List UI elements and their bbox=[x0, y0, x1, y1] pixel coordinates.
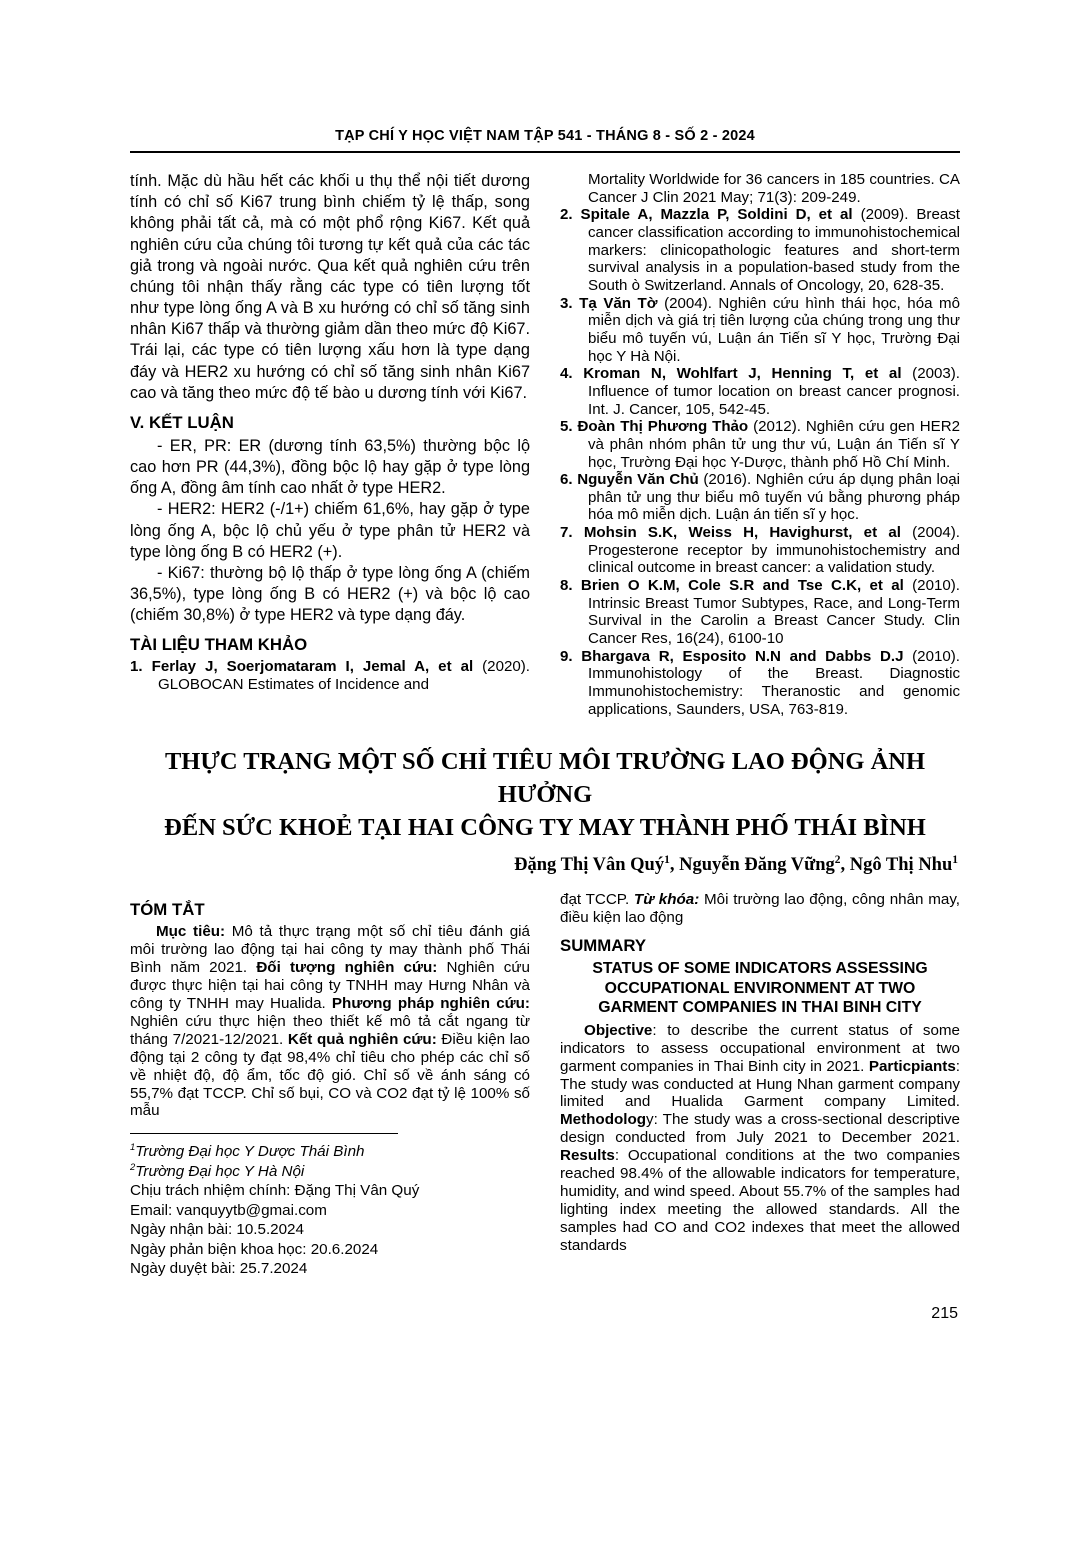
reference-number: 9. bbox=[560, 647, 573, 665]
reference-text: (2009). Breast cancer classification according to immunohistochemical markers: clinicopathologic features and short-term survival analysis in a population-based study from the South ò Switzerland. Annals of Oncology, 20, 628-35. bbox=[588, 206, 960, 294]
conclusion-paragraph: - Ki67: thường bộ lộ thấp ở type lòng ống A (chiếm 36,5%), type lòng ống B có HER2 (+) và bộc lộ cao (chiếm 30,8%) ở type HER2 và type dạng đáy. bbox=[130, 563, 530, 625]
affiliation-1: $^1$Trường Đại học Y Dược Thái Bình bbox=[130, 1141, 365, 1161]
accepted-date: Ngày duyệt bài: 25.7.2024 bbox=[130, 1260, 308, 1278]
reference-authors: Tạ Văn Tờ bbox=[579, 294, 658, 312]
abstract-paragraph: Mục tiêu: Mô tả thực trạng một số chỉ tiêu đánh giá môi trường lao động tại hai công ty may thành phố Thái Bình năm 2021. Đối tượng nghiên cứu: Nghiên cứu được thực hiện tại hai công ty TNHH may Hưng Nhân và công ty TNHH may Hualida. Phương pháp nghiên cứu: Nghiên cứu thực hiện theo thiết kế mô tả cắt ngang từ tháng 7/2021-12/2021. Kết quả nghiên cứu: Điều kiện lao động tại 2 công ty đạt 98,4% chỉ tiêu cho phép các chỉ số về nhiệt độ, độ ẩm, tốc độ gió. Chỉ số về ánh sáng có 55,7% đạt TCCP. Chỉ số bụi, CO và CO2 đạt tỷ lệ 100% số mẫu bbox=[130, 923, 531, 1120]
reference-item bbox=[560, 365, 960, 418]
abstract-continuation: đạt TCCP. Từ khóa: Môi trường lao động, công nhân may, điều kiện lao động bbox=[560, 891, 960, 927]
page-number: 215 bbox=[931, 1304, 958, 1322]
reference-number: 3. bbox=[560, 294, 573, 312]
article-title-line1: THỰC TRẠNG MỘT SỐ CHỈ TIÊU MÔI TRƯỜNG LAO ĐỘNG ẢNH HƯỞNG bbox=[164, 748, 926, 808]
reference-text: (2010). Immunohistology of the Breast. Diagnostic Immunohistochemistry: Theranostic and genomic applications, Saunders, USA, 763-819. bbox=[588, 647, 960, 718]
reference-text: (2003). Influence of tumor location on breast cancer prognosi. Int. J. Cancer, 105, 542-45. bbox=[588, 365, 961, 418]
references-heading: TÀI LIỆU THAM KHẢO bbox=[130, 635, 308, 655]
received-date: Ngày nhận bài: 10.5.2024 bbox=[130, 1221, 304, 1239]
reference-text: (2020). GLOBOCAN Estimates of Incidence and bbox=[158, 658, 530, 694]
reference-item bbox=[560, 206, 960, 294]
summary-title: STATUS OF SOME INDICATORS ASSESSING OCCUPATIONAL ENVIRONMENT AT TWO GARMENT COMPANIES IN THAI BINH CITY bbox=[592, 959, 928, 1017]
reference-item bbox=[560, 524, 960, 577]
reference-authors: Brien O K.M, Cole S.R and Tse C.K, et al bbox=[580, 577, 904, 595]
journal-title: TẠP CHÍ Y HỌC VIỆT NAM TẬP 541 - THÁNG 8 - SỐ 2 - 2024 bbox=[335, 128, 755, 144]
reference-authors: Nguyễn Văn Chủ bbox=[577, 471, 699, 489]
reference-item bbox=[560, 648, 960, 719]
reference-item bbox=[560, 471, 960, 524]
reference-item bbox=[560, 577, 960, 648]
reference-authors: Kroman N, Wohlfart J, Henning T, et al bbox=[583, 365, 902, 383]
reference-authors: Spitale A, Mazzla P, Soldini D, et al bbox=[580, 206, 853, 224]
review-date: Ngày phản biện khoa học: 20.6.2024 bbox=[130, 1240, 379, 1258]
reference-number: 2. bbox=[560, 206, 573, 224]
summary-heading: SUMMARY bbox=[560, 935, 647, 955]
reference-authors: Ferlay J, Soerjomataram I, Jemal A, et al bbox=[151, 658, 474, 676]
affiliation-2: $^2$Trường Đại học Y Hà Nội bbox=[130, 1160, 305, 1180]
reference-continuation: Mortality Worldwide for 36 cancers in 185 countries. CA Cancer J Clin 2021 May; 71(3): 209-249. bbox=[588, 171, 960, 206]
conclusion-paragraph: - ER, PR: ER (dương tính 63,5%) thường bộc lộ cao hơn PR (44,3%), đồng bộc lộ hay gặp ở type lòng ống A, đồng âm tính cao nhất ở type HER2. bbox=[130, 436, 530, 498]
article-title bbox=[130, 746, 960, 844]
article-title-line2: ĐẾN SỨC KHOẺ TẠI HAI CÔNG TY MAY THÀNH PHỐ THÁI BÌNH bbox=[164, 813, 926, 841]
conclusion-paragraph: - HER2: HER2 (-/1+) chiếm 61,6%, hay gặp ở type lòng ống A, bộc lộ chủ yếu ở type phân tử HER2 và type lòng ống B có HER2 (+). bbox=[130, 500, 530, 561]
reference-number: 5. bbox=[560, 418, 573, 436]
reference-authors: Mohsin S.K, Weiss H, Havighurst, et al bbox=[583, 524, 901, 542]
reference-item bbox=[560, 295, 960, 366]
reference-number: 8. bbox=[560, 577, 573, 595]
corresponding-author: Chịu trách nhiệm chính: Đặng Thị Vân Quý bbox=[130, 1182, 420, 1200]
footnote-block bbox=[130, 1133, 530, 1278]
abstract-heading: TÓM TẮT bbox=[130, 900, 205, 920]
authors-line: Đặng Thị Vân Quý$^1$, Nguyễn Đăng Vững$^2$, Ngô Thị Nhu$^1$ bbox=[514, 853, 958, 876]
reference-number: 4. bbox=[560, 365, 573, 383]
conclusion-heading: V. KẾT LUẬN bbox=[130, 412, 234, 432]
article2-right-column bbox=[560, 891, 960, 1278]
discussion-paragraph: tính. Mặc dù hầu hết các khối u thụ thể nội tiết dương tính có chỉ số Ki67 trung bình chiếm tỷ lệ thấp, song không phải tất cả, mà có một phổ rộng Ki67. Kết quả nghiên cứu của chúng tôi tương tự kết quả của các tác giả trong và ngoài nước. Qua kết quả nghiên cứu trên chúng tôi nhận thấy rằng các type có tiên lượng tốt như type lòng ống A và B xu hướng có chỉ số tăng sinh nhân Ki67 thấp và thường giảm dần theo mức độ Ki67. Trái lại, các type có tiên lượng xấu hơn là type dạng đáy và HER2 xu hướng có chỉ số tăng sinh nhân Ki67 cao và tăng theo mức độ tế bào u dương tính với Ki67. bbox=[130, 172, 530, 402]
reference-item bbox=[130, 658, 530, 693]
reference-number: 6. bbox=[560, 471, 573, 489]
summary-paragraph: Objective: to describe the current status of some indicators to assess occupational environment at two garment companies in Thai Binh city in 2021. Particpiants: The study was conducted at Hung Nhan garment company limited and Hualida Garment company Limited. Methodology: The study was a cross-sectional descriptive design conducted from July 2021 to December 2021. Results: Occupational conditions at the two companies reached 98.4% of the allowable indicators for temperature, humidity, and wind speed. About 55.7% of the samples had lighting index meeting the allowed standards. All the samples had CO and CO2 indexes that meet the allowed standards bbox=[560, 1021, 960, 1254]
reference-number: 1. bbox=[130, 658, 143, 676]
reference-text: (2004). Nghiên cứu hình thái học, hóa mô miễn dịch và giá trị tiên lượng của chúng trong ung thư biểu mô tuyến vú, Luận án Tiến sĩ Y học, Trường Đại học Y Hà Nội. bbox=[588, 294, 960, 365]
article1-left-column bbox=[130, 171, 530, 718]
reference-number: 7. bbox=[560, 524, 573, 542]
reference-text: (2010). Intrinsic Breast Tumor Subtypes, Race, and Long-Term Survival in the Carolin a Breast Cancer Study. Clin Cancer Res, 16(24), 6100-10 bbox=[588, 577, 960, 648]
article1-right-column bbox=[560, 171, 960, 718]
reference-text: (2004). Progesterone receptor by immunohistochemistry and clinical outcome in breast cancer: a validation study. bbox=[588, 524, 960, 577]
reference-text: (2012). Nghiên cứu gen HER2 và phân nhóm phân tử ung thư vú, Luận án Tiến sĩ Y học, Trường Đại học Y-Dược, thành phố Hồ Chí Minh. bbox=[588, 418, 960, 471]
page-header bbox=[130, 128, 960, 153]
article2-left-column bbox=[130, 891, 530, 1278]
footnote-divider bbox=[130, 1133, 398, 1134]
email-line: Email: vanquyytb@gmai.com bbox=[130, 1201, 327, 1219]
reference-item bbox=[560, 418, 960, 471]
article2-section bbox=[130, 891, 960, 1278]
article1-section bbox=[130, 171, 960, 718]
reference-authors: Bhargava R, Esposito N.N and Dabbs D.J bbox=[581, 647, 904, 665]
reference-text: (2016). Nghiên cứu áp dụng phân loại phân tử ung thư biểu mô tuyến vú bằng phương pháp hóa mô miễn dịch. Luận án tiến sĩ y học. bbox=[588, 471, 960, 524]
reference-authors: Đoàn Thị Phương Thảo bbox=[577, 418, 749, 436]
